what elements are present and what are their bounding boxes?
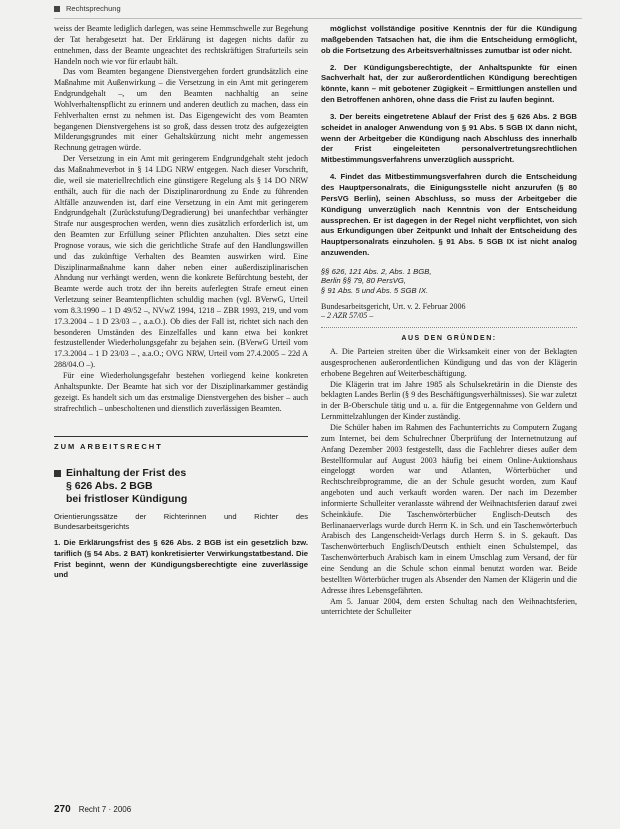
guiding-principle: 4. Findet das Mitbestimmungsverfahren durch die Entscheidung des Hauptpersonalrats, die Einigungsstelle nicht anzurufen (§ 80 PersVG Berlin), seinen Abschluss, so muss der Arbeitgeber die Kündigung unverzüglich nach Kenntnis von der Entscheidung aussprechen. Er ist dagegen in der Regel nicht verpflichtet, von sich aus Erkundigungen über Zeitpunkt und Inhalt der Entscheidung des Hauptpersonalrats einzuholen. § 91 Abs. 5 SGB IX ist nicht analog anzuwenden. [321, 172, 577, 258]
reasons-heading: AUS DEN GRÜNDEN: [401, 335, 497, 343]
statute-citation: Berlin §§ 79, 80 PersVG, [321, 276, 407, 286]
article-title [54, 467, 308, 506]
square-bullet-icon [54, 470, 61, 477]
article-title-line: bei fristloser Kündigung [66, 493, 188, 506]
header-section: Rechtsprechung [66, 4, 121, 13]
article-subtitle: Orientierungssätze der Richterinnen und Richter des Bundesarbeitsgerichts [54, 512, 308, 532]
guiding-principle: 3. Der bereits eingetretene Ablauf der Frist des § 626 Abs. 2 BGB scheidet in analoger Anwendung von § 91 Abs. 5 SGB IX dann nicht, wenn der Arbeitgeber die Kündigung nach Abschluss des innerhalb der Frist eingeleiteten personalvertretungsrechtlichen Mitbestimmungsverfahrens unverzüglich ausspricht. [321, 111, 577, 165]
reasons-text [321, 347, 577, 618]
page-footer [54, 804, 131, 815]
court-name: Bundesarbeitsgericht, Urt. v. 2. Februar 2006 [321, 301, 466, 311]
statute-citation: § 91 Abs. 5 und Abs. 5 SGB IX. [321, 286, 429, 296]
article-title-line: Einhaltung der Frist des [66, 467, 187, 480]
left-paragraph: weiss der Beamte lediglich darlegen, was seine Hemmschwelle zur Begehung der Tat herabgesetzt hat. Der Erklärung ist dagegen nichts dafür zu entnehmen, dass der Beamte ungeachtet des rechtskräftigen Strafurteils sein Handeln noch wie vor für erlaubt hält. [54, 24, 308, 66]
statute-citation: §§ 626, 121 Abs. 2, Abs. 1 BGB, [321, 266, 432, 276]
reasons-paragraph: Die Klägerin trat im Jahre 1985 als Schulsekretärin in die Dienste des beklagten Landes Berlin (§ 9 des Beschäftigungsverhältnisses). Sie war zuletzt in der B-Oberschule tätig und u. a. für die Entgegennahme von Geldern und Lernmittelzahlungen der Kinder zuständig. [321, 379, 577, 422]
article-title-line: § 626 Abs. 2 BGB [66, 480, 153, 493]
issue-label: Recht 7 · 2006 [78, 805, 132, 814]
left-paragraph: Der Versetzung in ein Amt mit geringerem Endgrundgehalt steht jedoch das Maßnahmeverbot in § 14 LDG NRW entgegen. Nach dieser Vorschrift, die, weil sie materiellrechtlich eine günstigere Regelung als § 14 DO NRW enthält, auch für die nach der Disziplinarordnung zu Ende zu führenden Altfälle anzuwenden ist, darf eine Versetzung in ein Amt mit geringerem Endgrundgehalt (Zurückstufung/Degradierung) bei unanfechtbar verhängter Strafe nur ausgesprochen werden, wenn dies zusätzlich erforderlich ist, um den Beamten zur Erfüllung seiner Pflichten anzuhalten. Dies setzt eine Prognose voraus, wie sich die gerichtliche Strafe auf den Handlungswillen und das zukünftige Verhalten des Beamten auswirken wird. Eine Disziplinarmaßnahme kann daher neben einer außerdisziplinarischen Ahndung nur verhängt werden, wenn die konkrete Befürchtung besteht, der Beamte werde auch trotz der ihn bereits auferlegten Strafe erneut einen Verletzung seiner Beamtenpflichten schuldig machen (vgl. BVerwG, Urteil vom 8.3.1990 – 1 D 49/52 –, NVwZ 1994, 1218 – ZBR 1993, 219, und vom 17.3.2004 – 1 D 23/03 – , a.a.O.). Ob dies der Fall ist, richtet sich nach den besonderen Umständen des Einzelfalles und kann etwa bei konkret festzustellender Wiederholungsgefahr zu bejahen sein. (BVerwG Urteil vom 17.3.2004 – 1 D 23/03 – , a.a.O.; OVG NRW, Urteil vom 27.4.2005 – 22d A 288/04.O –). [54, 154, 308, 370]
statute-citations [321, 267, 577, 296]
reasons-paragraph: Am 5. Januar 2004, dem ersten Schultag nach den Weihnachtsferien, unterrichtete der Schulleiter [321, 596, 577, 617]
page-number: 270 [54, 804, 71, 815]
guiding-principle: möglichst vollständige positive Kenntnis der für die Kündigung maßgebenden Tatsachen hat, die ihm die Entscheidung ermöglicht, ob die Fortsetzung des Arbeitsverhältnisses zumutbar ist oder nicht. [321, 24, 577, 55]
left-column [54, 24, 308, 581]
guiding-principles [321, 24, 577, 296]
reasons-paragraph: Die Schüler haben im Rahmen des Fachunterrichts zu Computern Zugang zum Internet, bei dem Schulrechner Überprüfung der Internetnutzung auf Anfang Dezember 2003 festgestellt, dass die Fachlehrer dieses außer dem Bestellformular auf August 2003 häufig bei einem Online-Auktionshaus eingeloggt worden war und Atlanten, Wörterbücher und Rechtschreibprogramme, die an der Schule gesucht worden, zum Kauf angeboten und auch verkauft worden waren. Der nach im Dezember informierte Schulleiter veranlasste während der Weihnachtsferien darauf zwei Scheinkäufe. Die Taschenwörterbücher Englisch-Deutsch des Berlinanaerverlags wurde durch Herrn K. in Sch. und ein Taschenwörterbuch Arabisch des Langenscheidt-Verlags durch Herrn S. in S. gekauft. Das Taschenwörterbuch Englisch/Deutsch enthielt einen Schulstempel, das Taschenwörterbuch Arabisch kam in einem Umschlag zum Versand, der für eine Sendung an die Schule schon einmal benutzt worden war. Beide bestellten Wörterbücher trugen als Absender den Namen der Klägerin und die Adresse ihres Lebensgefährten. [321, 423, 577, 595]
guiding-principle: 2. Der Kündigungsberechtigte, der Anhaltspunkte für einen Sachverhalt hat, der zur außerordentlichen Kündigung berechtigen könnte, kann – mit gebotener Zügigkeit – Ermittlungen anstellen und den Betroffenen anhören, ohne dass die Frist zu laufen beginnt. [321, 62, 577, 105]
header-rule [54, 18, 582, 19]
rubric-heading: ZUM ARBEITSRECHT [54, 436, 308, 453]
reasons-paragraph: A. Die Parteien streiten über die Wirksamkeit einer von der Beklagten ausgesprochenen außerordentlichen Kündigung und das von der Klägerin erhobene Begehren auf Weiterbeschäftigung. [321, 347, 577, 378]
case-number: – 2 AZR 57/05 – [321, 311, 374, 321]
right-column [321, 24, 577, 618]
guiding-principle-1: 1. Die Erklärungsfrist des § 626 Abs. 2 BGB ist ein gesetzlich bzw. tariflich (§ 54 Abs. 2 BAT) konkretisierter Verwirkungstatbestand. Die Frist beginnt, wenn der Kündigungsberechtigte eine zuverlässige und [54, 538, 308, 580]
left-paragraph: Für eine Wiederholungsgefahr bestehen vorliegend keine konkreten Anhaltspunkte. Der Beamte hat sich vor der Disziplinarkammer geständig gezeigt. Es handelt sich um das erstmalige Dienstvergehen des bisher – auch strafrechtlich – unbescholtenen und dienstlich zuverlässigen Beamten. [54, 371, 308, 413]
square-bullet-icon [54, 6, 60, 12]
court-reference [321, 302, 577, 329]
running-header [54, 4, 574, 18]
left-paragraph: Das vom Beamten begangene Dienstvergehen fordert grundsätzlich eine Maßnahme mit Außenwirkung – die Versetzung in ein Amt mit geringerem Endgrundgehalt –, um den Beamten nachhaltig an seine Wohlverhaltenspflicht zu erinnern und anderen deutlich zu machen, dass ein Fehlverhalten ernst zu nehmen ist. Das Eigengewicht des vom Beamten begangenen Dienstvergehens ist so groß, dass dessen trotz des aufgezeigten Milderungsgrundes mit einer Gehaltskürzung nicht mehr angemessen Rechnung getragen würde. [54, 67, 308, 153]
